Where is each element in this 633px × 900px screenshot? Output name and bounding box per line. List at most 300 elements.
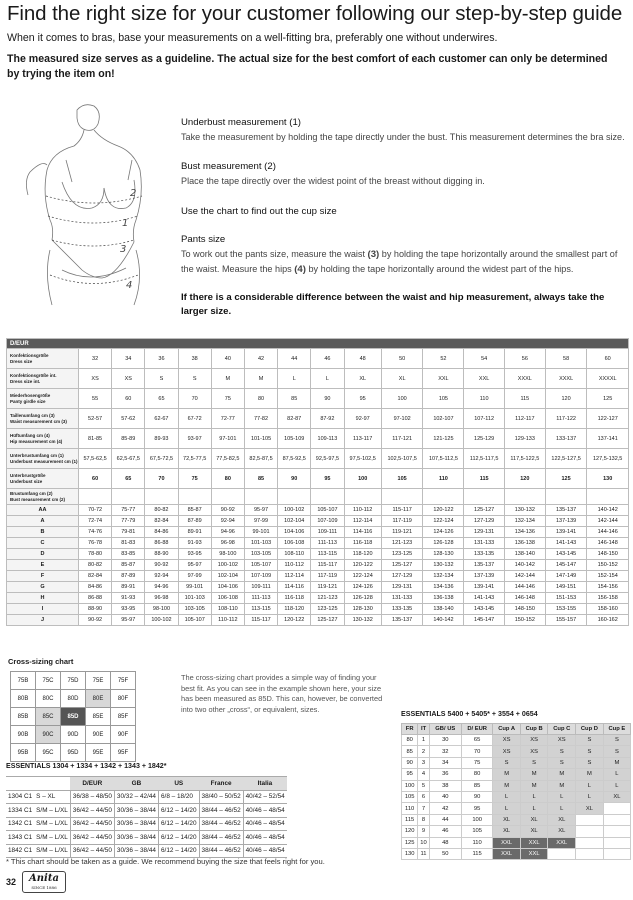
table-cell: 136-138 <box>504 538 545 549</box>
table-cell: 145-147 <box>545 560 587 571</box>
table-cell: 9 <box>418 826 429 837</box>
table-cell: 88-90 <box>79 604 112 615</box>
table-cell: 86-88 <box>79 593 112 604</box>
figure-label-1: 1 <box>122 218 129 229</box>
table-cell: 100-102 <box>145 615 178 626</box>
table-cell: 97-102 <box>381 409 423 429</box>
table-cell: L <box>520 791 548 802</box>
table-cell: 99-101 <box>244 527 277 538</box>
table-cell: 120-122 <box>423 505 464 516</box>
cross-row <box>11 708 136 726</box>
table-cell: 98-100 <box>211 549 244 560</box>
table-cell: 95-97 <box>112 615 145 626</box>
table-cell: 141-143 <box>545 538 587 549</box>
table-cell: 101-105 <box>244 429 277 449</box>
table-cell: 101-103 <box>178 593 211 604</box>
table-cell: 151-153 <box>545 593 587 604</box>
table-cell: 125 <box>402 837 418 848</box>
table-cell: S/M – L/XL <box>34 831 70 845</box>
table-cell: 110 <box>464 389 504 409</box>
cross-cell: 95E <box>86 744 111 762</box>
table-cell: 36/42 – 44/50 <box>70 817 114 831</box>
bust-section <box>181 160 626 188</box>
table-cell: 32 <box>79 349 112 369</box>
table-cell: 117,5-122,5 <box>504 449 545 469</box>
underbust-section <box>181 116 626 144</box>
table-cell: 1343 C1 <box>6 831 34 845</box>
table-cell: 40 <box>429 791 461 802</box>
table-cell: 112-117 <box>504 409 545 429</box>
table-header: D/EUR <box>7 339 629 349</box>
table-cell: 134-136 <box>504 527 545 538</box>
table-cell: 155-157 <box>545 615 587 626</box>
table-cell: L <box>576 780 604 791</box>
table-cell: 113-117 <box>344 429 381 449</box>
table-cell: 153-155 <box>545 604 587 615</box>
table-cell: 82-84 <box>145 516 178 527</box>
table-cell: 132-134 <box>504 516 545 527</box>
table-cell <box>211 489 244 505</box>
table-cell: 85-87 <box>178 505 211 516</box>
anita-logo: Anita SINCE 1886 <box>22 871 66 893</box>
table-cell: 50 <box>429 848 461 859</box>
table-cell: 87-89 <box>112 571 145 582</box>
table-cell: 95 <box>344 389 381 409</box>
table-cell: 65 <box>112 469 145 489</box>
table-cell: 96-98 <box>145 593 178 604</box>
table-cell: XXL <box>493 837 520 848</box>
table-cell: 110-112 <box>278 560 311 571</box>
table-cell: 57-62 <box>112 409 145 429</box>
table-cell: 99-101 <box>178 582 211 593</box>
table-cell: XXL <box>548 837 576 848</box>
table-cell: 56 <box>504 349 545 369</box>
table-cell: 97-101 <box>211 429 244 449</box>
table-cell: 113-115 <box>311 549 344 560</box>
table-cell: 146-148 <box>587 538 629 549</box>
table-cell: 65 <box>461 735 493 746</box>
table-cell: 120-122 <box>344 560 381 571</box>
table-cell: 92-97 <box>344 409 381 429</box>
table-cell: 105 <box>423 389 464 409</box>
table-cell: 140-142 <box>587 505 629 516</box>
table-cell: 107-109 <box>311 516 344 527</box>
cross-cell: 95B <box>11 744 36 762</box>
table-cell: 117-119 <box>381 516 423 527</box>
table-cell: 109-111 <box>311 527 344 538</box>
table-cell <box>603 848 630 859</box>
cross-cell: 85B <box>11 708 36 726</box>
pants-heading: Pants size <box>181 234 226 245</box>
table-cell: 143-145 <box>464 604 504 615</box>
table-cell: XXL <box>464 369 504 389</box>
cross-sizing-title: Cross-sizing chart <box>8 657 74 666</box>
table-cell: 40/46 – 48/54 <box>243 831 287 845</box>
table-cell: XXL <box>493 848 520 859</box>
table-cell: 102-104 <box>211 571 244 582</box>
table-cell: 133-135 <box>464 549 504 560</box>
table-cell: 120 <box>504 469 545 489</box>
table-cell <box>548 848 576 859</box>
table-cell: XL <box>344 369 381 389</box>
table-cell: 86-88 <box>145 538 178 549</box>
table-cell: 109-111 <box>244 582 277 593</box>
intro-text: When it comes to bras, base your measurements on a well-fitting bra, preferably one without underwires. <box>7 32 498 44</box>
table-cell: 115 <box>461 848 493 859</box>
table-cell <box>278 489 311 505</box>
table-cell <box>576 837 604 848</box>
cup-label: J <box>7 615 79 626</box>
table-cell: 77,5-82,5 <box>211 449 244 469</box>
table-cell <box>603 826 630 837</box>
table-cell: 100-102 <box>278 505 311 516</box>
table-row <box>402 769 631 780</box>
table-cell <box>464 489 504 505</box>
table-row <box>402 837 631 848</box>
table-cell: S <box>576 757 604 768</box>
cup-label: B <box>7 527 79 538</box>
figure-label-2: 2 <box>130 188 137 199</box>
table-cell: L <box>548 791 576 802</box>
table-cell: 136-138 <box>423 593 464 604</box>
cross-cell: 90D <box>61 726 86 744</box>
table-cell: 110-112 <box>211 615 244 626</box>
table-cell: M <box>520 780 548 791</box>
table-cell: 158-160 <box>587 604 629 615</box>
table-cell: 118-120 <box>344 549 381 560</box>
cross-cell: 90E <box>86 726 111 744</box>
table-cell: 85 <box>244 469 277 489</box>
table-cell: 121-125 <box>423 429 464 449</box>
cup-label: D <box>7 549 79 560</box>
table-cell: 36 <box>429 769 461 780</box>
table-cell: 85-89 <box>112 429 145 449</box>
column-header: Italia <box>243 777 287 791</box>
table-cell: S/M – L/XL <box>34 817 70 831</box>
table-cell <box>576 848 604 859</box>
cross-cell: 75F <box>111 672 136 690</box>
table-cell: 80 <box>211 469 244 489</box>
table-cell: 95 <box>402 769 418 780</box>
table-cell: 42 <box>244 349 277 369</box>
chart-instruction <box>181 205 626 219</box>
cross-cell: 85D <box>61 708 86 726</box>
table-cell: 81-83 <box>112 538 145 549</box>
table-cell: 156-158 <box>587 593 629 604</box>
table-cell: 60 <box>112 389 145 409</box>
row-label: Unterbrustgröße Underbust size <box>7 469 79 489</box>
table-cell <box>178 489 211 505</box>
table-row <box>402 848 631 859</box>
cross-row <box>11 744 136 762</box>
table-cell: M <box>576 769 604 780</box>
essentials1-table <box>6 776 287 858</box>
table-cell: 85 <box>402 746 418 757</box>
table-cell: 122-124 <box>344 571 381 582</box>
table-cell: 90-92 <box>211 505 244 516</box>
table-cell: 82,5-87,5 <box>244 449 277 469</box>
table-cell: 131-133 <box>464 538 504 549</box>
table-cell: 94-96 <box>145 582 178 593</box>
table-cell <box>603 837 630 848</box>
table-cell: XS <box>493 746 520 757</box>
cup-row <box>7 615 629 626</box>
table-cell: 111-113 <box>311 538 344 549</box>
table-cell: 46 <box>311 349 344 369</box>
table-cell: 137-139 <box>545 516 587 527</box>
cross-cell: 80B <box>11 690 36 708</box>
difference-text: If there is a considerable difference between the waist and hip measurement, always take the larger size. <box>181 292 605 317</box>
table-cell: 102-104 <box>278 516 311 527</box>
table-cell: 126-128 <box>344 593 381 604</box>
cross-cell: 75D <box>61 672 86 690</box>
table-cell: 125-129 <box>464 429 504 449</box>
table-cell: 126-128 <box>423 538 464 549</box>
table-cell: 100 <box>461 814 493 825</box>
column-header: Cup A <box>493 724 520 735</box>
table-cell: 114-116 <box>344 527 381 538</box>
table-cell: 70 <box>145 469 178 489</box>
cross-cell: 75E <box>86 672 111 690</box>
table-cell: 48 <box>429 837 461 848</box>
footnote: * This chart should be taken as a guide. We recommend buying the size that feels right for you. <box>6 857 325 866</box>
page-title: Find the right size for your customer following our step-by-step guide <box>7 2 623 25</box>
table-cell: 1334 C1 <box>6 804 34 818</box>
table-cell: 75 <box>211 389 244 409</box>
table-row <box>7 369 629 389</box>
table-cell: 95-97 <box>244 505 277 516</box>
table-cell: 124-126 <box>344 582 381 593</box>
table-cell: 85 <box>461 780 493 791</box>
table-cell: 120 <box>402 826 418 837</box>
table-cell: S <box>576 746 604 757</box>
table-cell: 34 <box>429 757 461 768</box>
table-cell: M <box>548 769 576 780</box>
table-cell <box>344 489 381 505</box>
table-cell: 105 <box>461 826 493 837</box>
cross-cell: 95C <box>36 744 61 762</box>
table-row <box>6 817 287 831</box>
cup-row <box>7 560 629 571</box>
table-cell: 92-94 <box>211 516 244 527</box>
table-cell: 142-144 <box>587 516 629 527</box>
table-cell: 129-133 <box>504 429 545 449</box>
cup-row <box>7 549 629 560</box>
table-cell: 38/44 – 46/52 <box>199 817 243 831</box>
table-cell: 85 <box>278 389 311 409</box>
table-cell: 94-96 <box>211 527 244 538</box>
table-cell: 93-95 <box>112 604 145 615</box>
table-cell: L <box>493 791 520 802</box>
table-cell: 6/12 – 14/20 <box>158 817 199 831</box>
cup-label: C <box>7 538 79 549</box>
cup-label: A <box>7 516 79 527</box>
cross-cell: 95F <box>111 744 136 762</box>
table-cell: 133-137 <box>545 429 587 449</box>
table-cell: 70 <box>461 746 493 757</box>
table-cell: M <box>603 757 630 768</box>
table-cell: 90-92 <box>79 615 112 626</box>
table-cell: 125 <box>587 389 629 409</box>
table-cell: XL <box>548 826 576 837</box>
table-cell: XXXL <box>504 369 545 389</box>
cross-cell: 85F <box>111 708 136 726</box>
table-cell: 138-140 <box>423 604 464 615</box>
row-label: Konfektionsgröße int. Dress size int. <box>7 369 79 389</box>
table-cell: 129-131 <box>464 527 504 538</box>
table-cell: 96-98 <box>211 538 244 549</box>
table-cell: 110 <box>423 469 464 489</box>
table-row <box>402 746 631 757</box>
table-cell: 80-82 <box>79 560 112 571</box>
table-cell: 147-149 <box>545 571 587 582</box>
table-cell: 100 <box>402 780 418 791</box>
table-cell: 100-102 <box>211 560 244 571</box>
table-cell: 105-107 <box>244 560 277 571</box>
table-cell: 62-67 <box>145 409 178 429</box>
table-cell: 36/38 – 48/50 <box>70 790 114 804</box>
table-cell: 113-115 <box>244 604 277 615</box>
table-cell: 134-136 <box>423 582 464 593</box>
figure-label-4: 4 <box>126 280 133 291</box>
table-cell: 38 <box>178 349 211 369</box>
table-cell: 121-123 <box>381 538 423 549</box>
column-header: GB <box>114 777 158 791</box>
table-cell: 117-122 <box>545 409 587 429</box>
table-cell: 5 <box>418 780 429 791</box>
table-cell: 30/32 – 42/44 <box>114 790 158 804</box>
table-cell: M <box>548 780 576 791</box>
table-cell: 36/42 – 44/50 <box>70 804 114 818</box>
table-cell: 137-139 <box>464 571 504 582</box>
table-cell: 30 <box>429 735 461 746</box>
table-cell: S <box>145 369 178 389</box>
cross-cell: 95D <box>61 744 86 762</box>
table-cell: 149-151 <box>545 582 587 593</box>
table-cell: 1842 C1 <box>6 844 34 858</box>
table-cell: 130-132 <box>423 560 464 571</box>
table-cell: 112,5-117,5 <box>464 449 504 469</box>
table-row <box>7 409 629 429</box>
table-cell: S <box>603 735 630 746</box>
table-cell: 116-118 <box>344 538 381 549</box>
table-cell: 127-129 <box>381 571 423 582</box>
table-cell: 8 <box>418 814 429 825</box>
cup-row <box>7 516 629 527</box>
table-cell: 104-106 <box>211 582 244 593</box>
table-cell: 100 <box>344 469 381 489</box>
table-cell <box>381 489 423 505</box>
table-cell: 55 <box>79 389 112 409</box>
table-cell: 40/46 – 48/54 <box>243 817 287 831</box>
row-label: Taillenumfang cm (3) Waist measurement cm (3) <box>7 409 79 429</box>
table-cell: 154-156 <box>587 582 629 593</box>
cup-row <box>7 571 629 582</box>
cross-row <box>11 726 136 744</box>
table-cell: XL <box>603 791 630 802</box>
table-cell: 125 <box>545 469 587 489</box>
table-cell: 42 <box>429 803 461 814</box>
table-cell: XXL <box>520 837 548 848</box>
table-cell: 106-108 <box>211 593 244 604</box>
table-cell: 97-99 <box>178 571 211 582</box>
table-cell: 152-154 <box>587 571 629 582</box>
table-cell: S/M – L/XL <box>34 844 70 858</box>
table-cell: 3 <box>418 757 429 768</box>
table-cell: 115-117 <box>311 560 344 571</box>
table-cell: 135-137 <box>464 560 504 571</box>
table-cell: XXL <box>520 848 548 859</box>
table-cell: 89-91 <box>112 582 145 593</box>
chart-heading: Use the chart to find out the cup size <box>181 206 337 217</box>
underbust-heading: Underbust measurement (1) <box>181 117 301 128</box>
table-cell: 75 <box>178 469 211 489</box>
row-label: Miederhosengröße Panty girdle size <box>7 389 79 409</box>
table-cell: S <box>520 757 548 768</box>
table-cell: 30/36 – 38/44 <box>114 817 158 831</box>
table-cell: 115 <box>464 469 504 489</box>
table-row <box>7 449 629 469</box>
table-cell: 111-113 <box>244 593 277 604</box>
table-cell: 52 <box>423 349 464 369</box>
table-cell: 1342 C1 <box>6 817 34 831</box>
table-cell: 141-143 <box>464 593 504 604</box>
table-cell: 10 <box>418 837 429 848</box>
table-cell <box>244 489 277 505</box>
table-cell <box>603 803 630 814</box>
cross-cell: 80D <box>61 690 86 708</box>
figure-label-3: 3 <box>120 244 127 255</box>
table-cell: 120 <box>545 389 587 409</box>
table-cell: XXL <box>423 369 464 389</box>
difference-note <box>181 291 626 319</box>
table-cell: XS <box>520 746 548 757</box>
table-cell: L <box>576 791 604 802</box>
table-cell: 103-105 <box>244 549 277 560</box>
table-cell: 91-93 <box>112 593 145 604</box>
table-cell: 115-117 <box>381 505 423 516</box>
table-cell: 101-103 <box>244 538 277 549</box>
table-cell: 102,5-107,5 <box>381 449 423 469</box>
table-cell: L <box>493 803 520 814</box>
table-cell: 6 <box>418 791 429 802</box>
table-cell: 60 <box>587 349 629 369</box>
table-cell: M <box>244 369 277 389</box>
table-cell: 100 <box>381 389 423 409</box>
table-cell: 77-82 <box>244 409 277 429</box>
table-cell: 72-77 <box>211 409 244 429</box>
table-cell: 139-141 <box>545 527 587 538</box>
table-cell: S <box>493 757 520 768</box>
table-cell: 82-84 <box>79 571 112 582</box>
table-cell: 30/36 – 38/44 <box>114 804 158 818</box>
table-cell: 122,5-127,5 <box>545 449 587 469</box>
table-cell: 74-76 <box>79 527 112 538</box>
table-cell: 115-117 <box>244 615 277 626</box>
table-cell <box>576 814 604 825</box>
table-cell: S <box>178 369 211 389</box>
table-cell: 38/44 – 46/52 <box>199 844 243 858</box>
cross-cell: 85E <box>86 708 111 726</box>
table-cell: 90 <box>311 389 344 409</box>
table-cell: 135-137 <box>381 615 423 626</box>
table-cell: XXXL <box>545 369 587 389</box>
table-cell: 107-109 <box>244 571 277 582</box>
table-cell: 36/42 – 44/50 <box>70 844 114 858</box>
table-cell: 95-97 <box>178 560 211 571</box>
table-cell: 139-141 <box>464 582 504 593</box>
table-cell: 138-140 <box>504 549 545 560</box>
